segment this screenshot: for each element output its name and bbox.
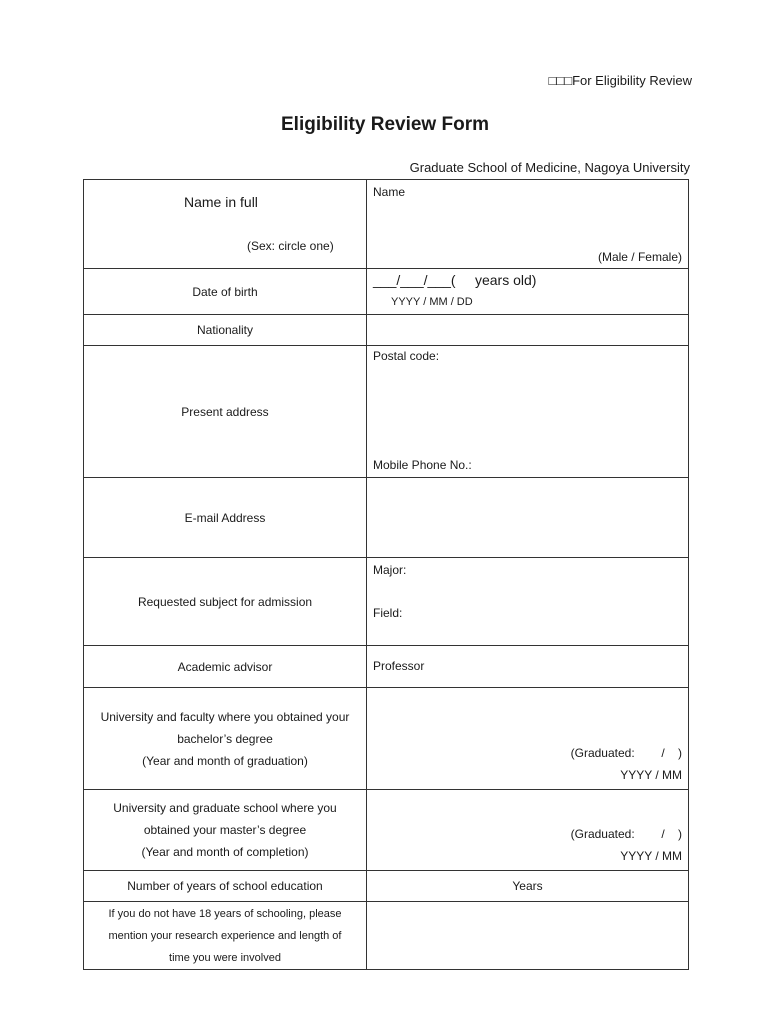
master-field[interactable] bbox=[367, 790, 689, 871]
address-field[interactable] bbox=[367, 346, 689, 478]
email-row bbox=[84, 478, 689, 558]
subject-field[interactable] bbox=[367, 558, 689, 646]
bachelor-label-line: (Year and month of graduation) bbox=[142, 753, 308, 768]
master-row bbox=[84, 790, 689, 871]
dob-entry: ___/___/___( years old) bbox=[373, 272, 537, 288]
name-label-cell bbox=[84, 180, 367, 269]
bachelor-format-hint: YYYY / MM bbox=[620, 768, 682, 782]
sex-instruction: (Sex: circle one) bbox=[247, 239, 334, 253]
advisor-label: Academic advisor bbox=[84, 646, 367, 688]
email-label: E-mail Address bbox=[84, 478, 367, 558]
sex-options[interactable]: (Male / Female) bbox=[597, 250, 682, 264]
nationality-label: Nationality bbox=[84, 315, 367, 346]
name-field-label: Name bbox=[373, 185, 406, 199]
research-label-line: If you do not have 18 years of schooling, please bbox=[108, 907, 342, 920]
form-tag: □□□For Eligibility Review bbox=[548, 73, 692, 88]
advisor-row bbox=[84, 646, 689, 688]
institution-name: Graduate School of Medicine, Nagoya University bbox=[409, 160, 690, 175]
subject-label: Requested subject for admission bbox=[84, 558, 367, 646]
page-title: Eligibility Review Form bbox=[281, 114, 489, 135]
advisor-value: Professor bbox=[373, 659, 425, 673]
years-row bbox=[84, 871, 689, 902]
master-format-hint: YYYY / MM bbox=[620, 849, 682, 863]
address-row bbox=[84, 346, 689, 478]
field-label: Field: bbox=[373, 606, 403, 620]
research-row bbox=[84, 902, 689, 970]
address-label: Present address bbox=[84, 346, 367, 478]
nationality-field[interactable] bbox=[367, 315, 689, 346]
bachelor-label bbox=[84, 688, 367, 790]
name-label: Name in full bbox=[184, 194, 258, 210]
research-label bbox=[84, 902, 367, 970]
bachelor-row bbox=[84, 688, 689, 790]
name-row bbox=[84, 180, 689, 269]
years-label: Number of years of school education bbox=[84, 871, 367, 902]
master-label bbox=[84, 790, 367, 871]
dob-row bbox=[84, 269, 689, 315]
advisor-field[interactable] bbox=[367, 646, 689, 688]
dob-format-hint: YYYY / MM / DD bbox=[391, 296, 473, 308]
dob-label: Date of birth bbox=[84, 269, 367, 315]
research-label-line: mention your research experience and length of bbox=[108, 929, 342, 942]
nationality-row bbox=[84, 315, 689, 346]
postal-code-label: Postal code: bbox=[373, 349, 440, 363]
master-label-line: University and graduate school where you bbox=[113, 801, 337, 815]
eligibility-form-table bbox=[83, 179, 689, 970]
years-unit: Years bbox=[512, 879, 543, 893]
master-graduated: (Graduated: / ) bbox=[570, 827, 682, 841]
mobile-phone-label: Mobile Phone No.: bbox=[373, 458, 472, 472]
bachelor-label-line: bachelor’s degree bbox=[177, 731, 273, 746]
bachelor-label-line: University and faculty where you obtained your bbox=[100, 709, 350, 724]
name-field[interactable] bbox=[367, 180, 689, 269]
master-label-line: (Year and month of completion) bbox=[141, 845, 309, 859]
years-field[interactable] bbox=[367, 871, 689, 902]
master-label-line: obtained your master’s degree bbox=[143, 823, 307, 837]
research-label-line: time you were involved bbox=[169, 951, 281, 964]
dob-field[interactable] bbox=[367, 269, 689, 315]
major-label: Major: bbox=[373, 563, 407, 577]
research-field[interactable] bbox=[367, 902, 689, 970]
subject-row bbox=[84, 558, 689, 646]
bachelor-graduated: (Graduated: / ) bbox=[570, 746, 682, 760]
bachelor-field[interactable] bbox=[367, 688, 689, 790]
email-field[interactable] bbox=[367, 478, 689, 558]
